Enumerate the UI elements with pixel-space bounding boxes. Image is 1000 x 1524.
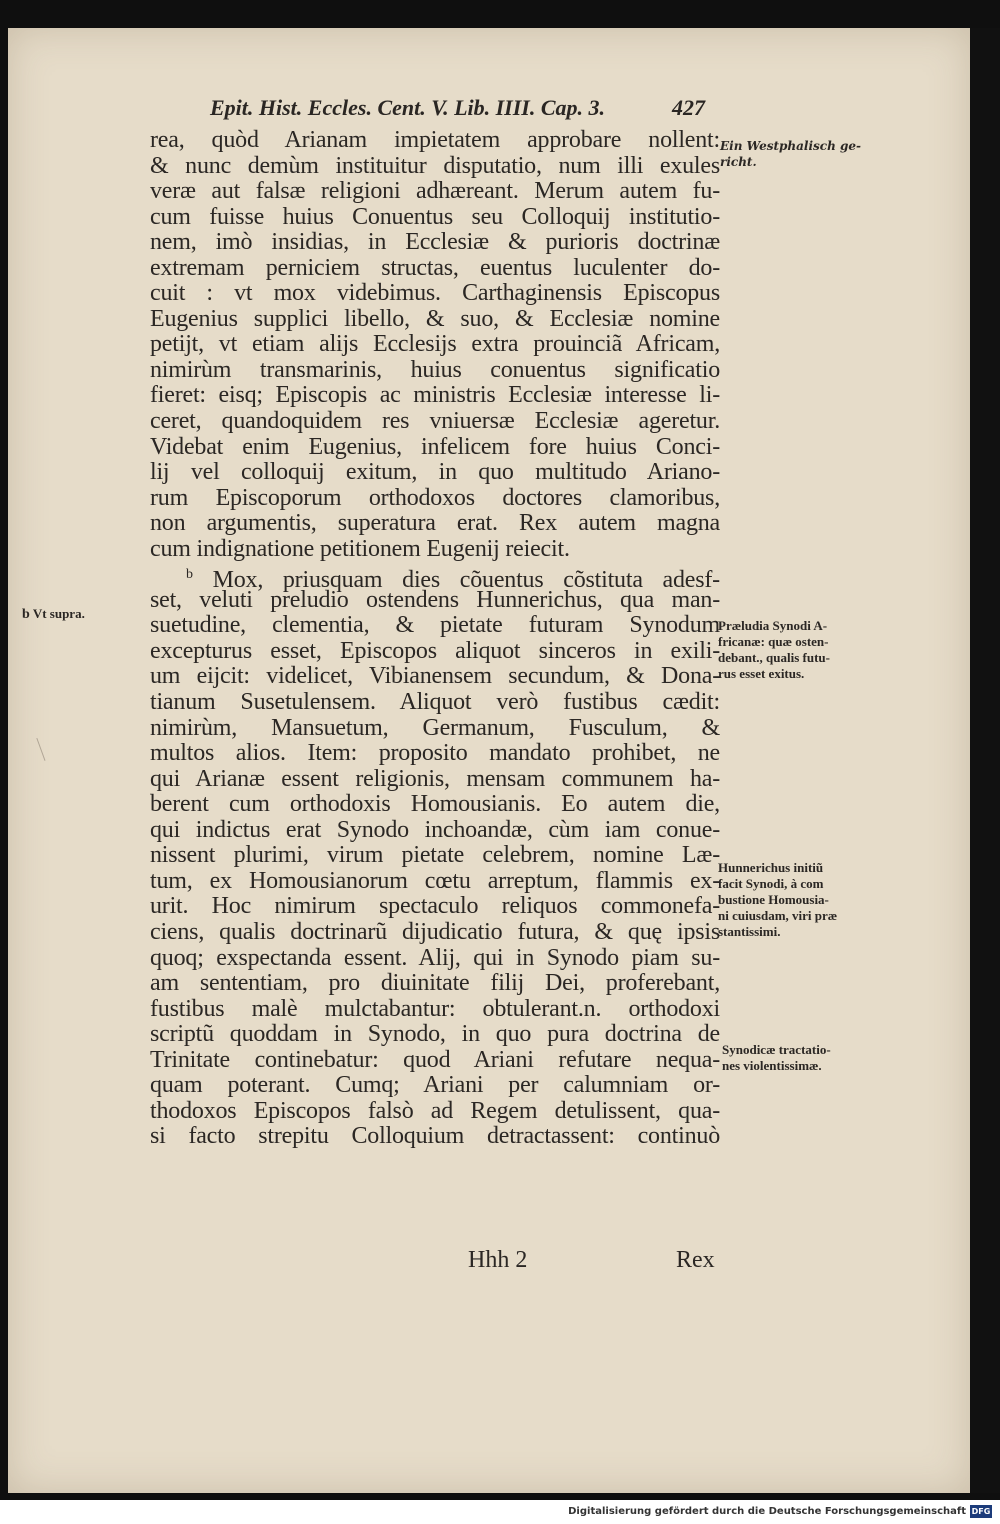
- margin-note-line: stantissimi.: [718, 924, 781, 939]
- page-gutter: [970, 28, 1000, 1493]
- text-line: veræ aut falsæ religioni adhæreant. Merum autem fu-: [150, 178, 720, 205]
- margin-note-marker: b: [22, 607, 30, 622]
- text-line: cum indignatione petitionem Eugenij reiecit.: [150, 535, 570, 562]
- text-line: berent cum orthodoxis Homousianis. Eo autem die,: [150, 791, 720, 818]
- margin-note-ein: [720, 138, 861, 170]
- text-line-with-note: [150, 562, 720, 594]
- margin-note-line: Præludia Synodi A-: [718, 618, 828, 633]
- text-line: Videbat enim Eugenius, infelicem fore huius Conci-: [150, 433, 720, 460]
- text-line: thodoxos Episcopos falsò ad Regem detulissent, qua-: [150, 1097, 720, 1124]
- footer-credit: Digitalisierung gefördert durch die Deutsche Forschungsgemeinschaft: [568, 1506, 966, 1517]
- margin-note-synodicae: [722, 1042, 831, 1074]
- margin-note-line: Hunnerichus initiũ: [718, 860, 824, 875]
- text-line: si facto strepitu Colloquium detractassent: continuò: [150, 1123, 720, 1150]
- text-line: nissent plurimi, virum pietate celebrem, nomine Læ-: [150, 842, 720, 869]
- margin-note-vt-supra: [22, 606, 85, 623]
- text-line: quam poterant. Cumq; Ariani per calumniam or-: [150, 1072, 720, 1099]
- margin-note-praeludia: [718, 618, 830, 682]
- text-line: Eugenius supplici libello, & suo, & Ecclesiæ nomine: [150, 305, 720, 332]
- text-line: fieret: eisq; Episcopis ac ministris Ecclesiæ interesse li-: [150, 382, 720, 409]
- text-line: urit. Hoc nimirum spectaculo reliquos commonefa-: [150, 893, 720, 920]
- text-line: non argumentis, superatura erat. Rex autem magna: [150, 510, 720, 537]
- text-line: scriptũ quoddam in Synodo, in quo pura doctrina de: [150, 1021, 720, 1048]
- text-line: set, veluti preludio ostendens Hunnerichus, qua man-: [150, 586, 720, 613]
- page-number: 427: [672, 95, 705, 120]
- catchword: Rex: [676, 1247, 715, 1273]
- margin-note-line: facit Synodi, à com: [718, 876, 824, 891]
- text-line: lij vel colloquij exitum, in quo multitudo Ariano-: [150, 459, 720, 486]
- text-line: cuit : vt mox videbimus. Carthaginensis Episcopus: [150, 280, 720, 307]
- text-line: excepturus esset, Episcopos aliquot sinceros in exili-: [150, 637, 720, 664]
- text-line: rea, quòd Arianam impietatem approbare nollent:: [150, 127, 720, 153]
- text-line: suetudine, clementia, & pietate futuram Synodum: [150, 612, 720, 639]
- text-line: am sententiam, pro diuinitate filij Dei, proferebant,: [150, 970, 720, 997]
- text-line: Trinitate continebatur: quod Ariani refutare nequa-: [150, 1046, 720, 1073]
- running-head: Epit. Hist. Eccles. Cent. V. Lib. IIII. Cap. 3.: [210, 95, 606, 120]
- margin-note-line: fricanæ: quæ osten-: [718, 634, 829, 649]
- margin-note-line: nes violentissimæ.: [722, 1058, 822, 1073]
- text-line: quoq; exspectanda essent. Alij, qui in Synodo piam su-: [150, 944, 720, 971]
- text-line: tianum Susetulensem. Aliquot verò fustibus cædit:: [150, 689, 720, 716]
- main-text: [150, 128, 720, 1150]
- margin-note-line: debant., qualis futu-: [718, 650, 830, 665]
- text-line: um eijcit: videlicet, Vibianensem secundum, & Dona-: [150, 663, 720, 690]
- margin-note-line: Ein Westphalisch ge-: [720, 139, 862, 153]
- text-line: fustibus malè mulctabantur: obtulerant.n. orthodoxi: [150, 995, 720, 1022]
- dfg-logo: DFG: [971, 1507, 991, 1516]
- margin-note-line: richt.: [720, 155, 757, 169]
- text-line: & nunc demùm instituitur disputatio, num illi exules: [150, 152, 720, 179]
- text-line: ciens, qualis doctrinarũ dijudicatio futura, & quę ipsis: [150, 918, 720, 945]
- signature-mark: Hhh 2: [468, 1247, 528, 1273]
- margin-note-line: ni cuiusdam, viri præ: [718, 908, 838, 923]
- text-line: extremam perniciem structas, euentus luculenter do-: [150, 254, 720, 281]
- text-line: rum Episcoporum orthodoxos doctores clamoribus,: [150, 484, 720, 511]
- text-line: nem, imò insidias, in Ecclesiæ & purioris doctrinæ: [150, 229, 720, 256]
- text-line: nimirùm transmarinis, huius conuentus significatio: [150, 356, 720, 383]
- note-marker: b: [186, 567, 193, 583]
- margin-note-line: rus esset exitus.: [718, 666, 805, 681]
- text-line: ceret, quandoquidem res vniuersæ Ecclesiæ ageretur.: [150, 408, 720, 435]
- text-line: petijt, vt etiam alijs Ecclesijs extra prouinciã Africam,: [150, 331, 720, 358]
- text-line: cum fuisse huius Conuentus seu Colloquij institutio-: [150, 203, 720, 230]
- text-line-content: Mox, priusquam dies cõuentus cõstituta adesf-: [212, 567, 720, 594]
- text-line: multos alios. Item: proposito mandato prohibet, ne: [150, 740, 720, 767]
- text-line: nimirùm, Mansuetum, Germanum, Fusculum, &: [150, 714, 720, 741]
- margin-note-text: Vt supra.: [32, 606, 85, 621]
- margin-note-line: bustione Homousia-: [718, 892, 829, 907]
- margin-note-hunnerichus: [718, 860, 837, 940]
- text-line: qui Arianæ essent religionis, mensam communem ha-: [150, 765, 720, 792]
- margin-note-line: Synodicæ tractatio-: [722, 1042, 831, 1057]
- text-line: qui indictus erat Synodo inchoandæ, cùm iam conue-: [150, 816, 720, 843]
- text-line: tum, ex Homousianorum cœtu arreptum, flammis ex-: [150, 867, 720, 894]
